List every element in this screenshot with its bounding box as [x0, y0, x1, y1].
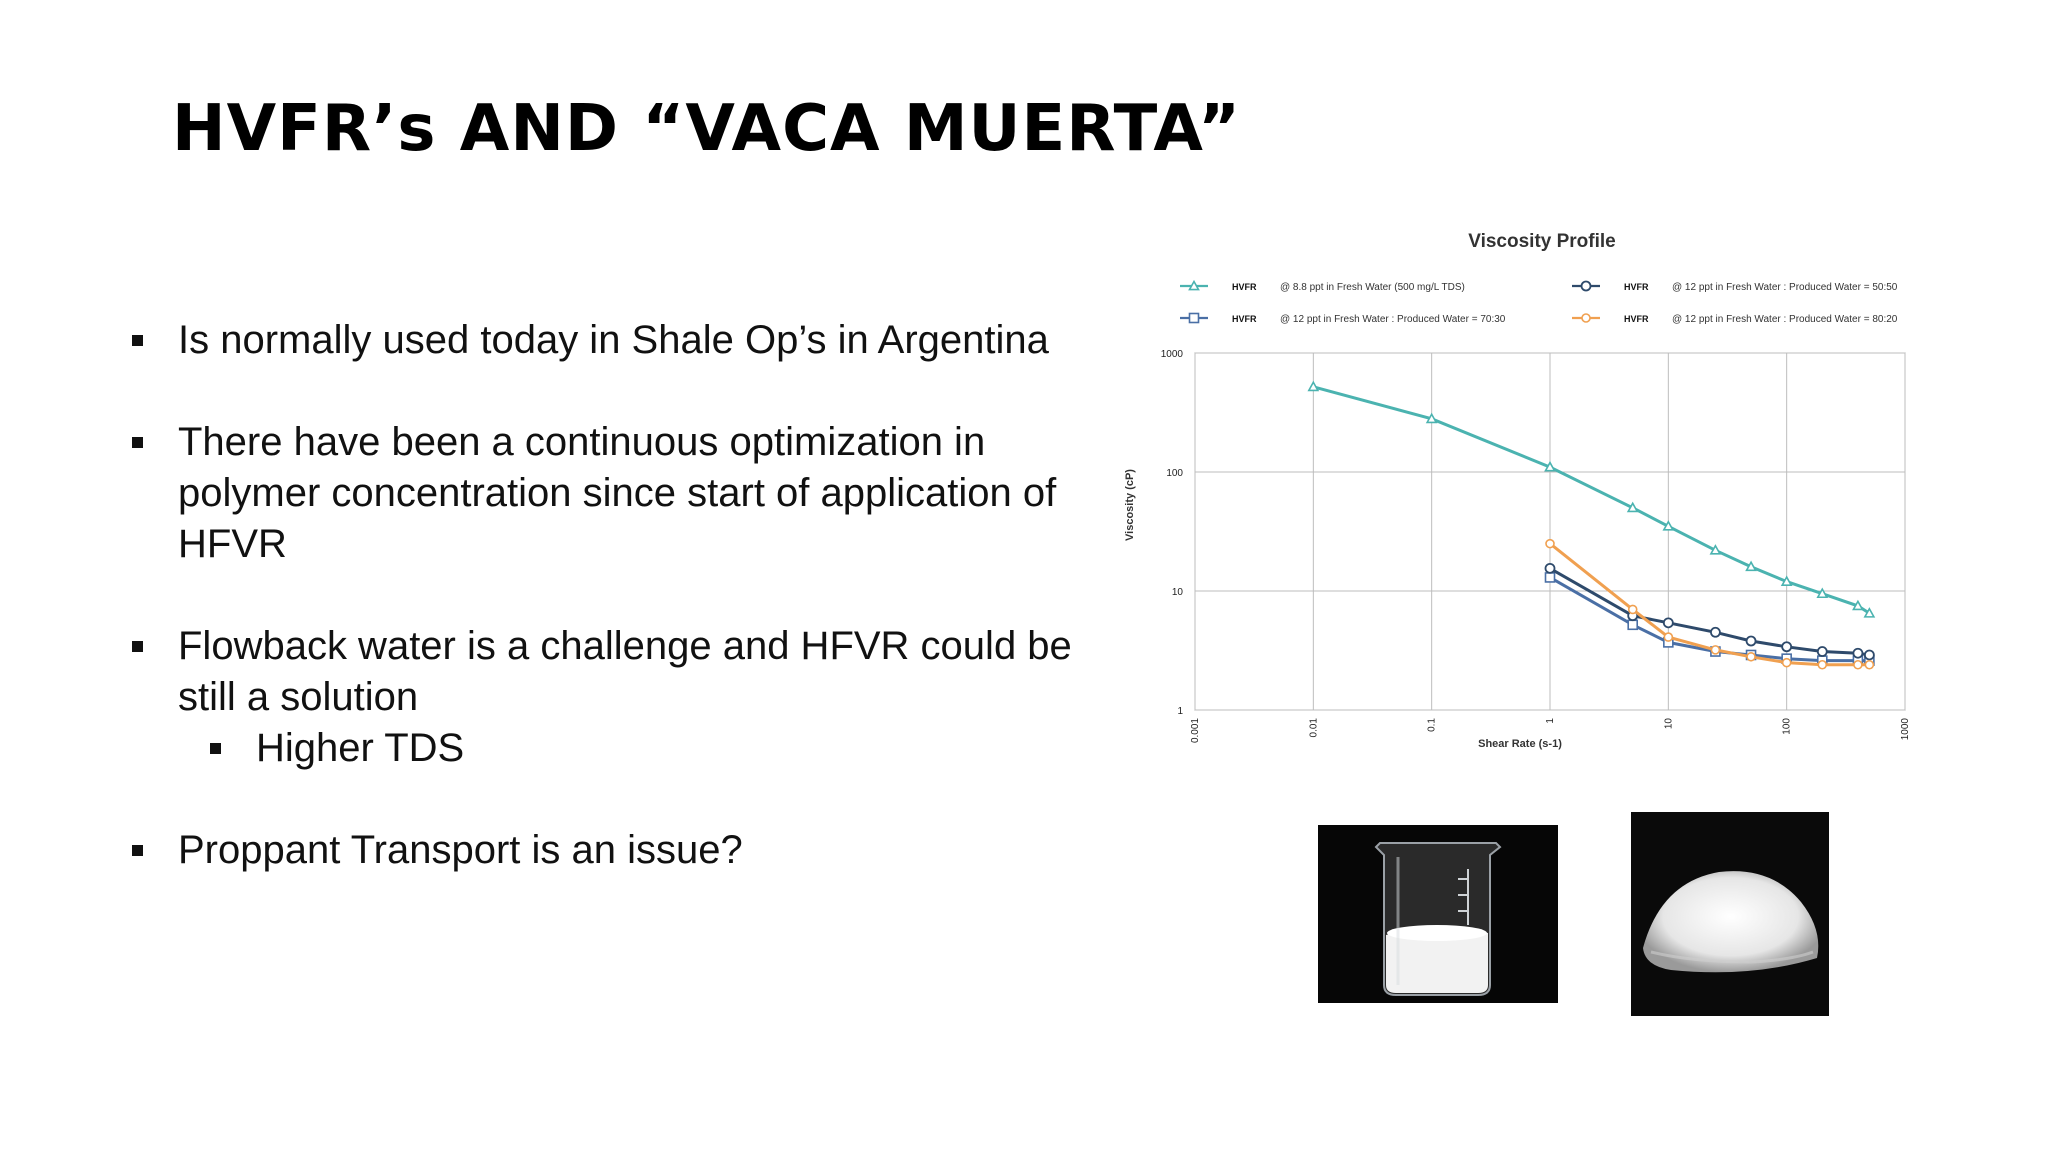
data-point: [1865, 661, 1873, 669]
data-point: [1546, 463, 1555, 471]
data-point: [1190, 314, 1199, 323]
viscosity-profile-chart: [1110, 220, 1970, 760]
chart-series: [1309, 382, 1874, 668]
bullet-list: [130, 315, 1090, 927]
bullet-item: [130, 315, 1090, 366]
data-point: [1854, 661, 1862, 669]
bullet-text: Proppant Transport is an issue?: [178, 828, 743, 872]
data-point: [1747, 653, 1755, 661]
bullet-text: There have been a continuous optimization in polymer concentration since start of application of HFVR: [178, 420, 1057, 566]
bullet-item: [130, 417, 1090, 570]
y-tick-label: 100: [1166, 468, 1183, 479]
data-point: [1629, 605, 1637, 613]
powder-pile-icon: [1631, 812, 1829, 1016]
chart-grid: [1195, 353, 1905, 710]
data-point: [1664, 522, 1673, 530]
bullet-square-icon: [132, 641, 143, 652]
x-tick-label: 0.01: [1308, 718, 1320, 738]
data-point: [1546, 540, 1554, 548]
data-point: [1582, 314, 1590, 322]
y-tick-label: 1: [1177, 706, 1183, 717]
slide-title: HVFR’s AND “VACA MUERTA”: [172, 92, 1242, 166]
data-point: [1711, 546, 1720, 554]
data-point: [1782, 642, 1791, 651]
data-point: [1818, 647, 1827, 656]
data-point: [1628, 620, 1637, 629]
x-tick-label: 10: [1663, 718, 1675, 730]
data-point: [1711, 628, 1720, 637]
beaker-photo: [1318, 825, 1558, 1003]
data-point: [1711, 646, 1719, 654]
x-tick-label: 100: [1781, 718, 1793, 735]
bullet-item: [130, 621, 1090, 774]
bullet-square-icon: [132, 335, 143, 346]
data-point: [1546, 564, 1555, 573]
data-point: [1818, 661, 1826, 669]
bullet-square-icon: [132, 845, 143, 856]
bullet-text: Is normally used today in Shale Op’s in Argentina: [178, 318, 1049, 362]
legend-label: @ 8.8 ppt in Fresh Water (500 mg/L TDS): [1280, 282, 1465, 293]
data-point: [1747, 637, 1756, 646]
legend-tag: HVFR: [1624, 282, 1649, 292]
legend-label: @ 12 ppt in Fresh Water : Produced Water = 70:30: [1280, 314, 1506, 325]
bullet-text: Flowback water is a challenge and HFVR could be still a solution: [178, 624, 1072, 719]
x-tick-label: 0.001: [1190, 718, 1201, 744]
data-point: [1782, 577, 1791, 585]
data-point: [1190, 282, 1199, 290]
data-point: [1309, 382, 1318, 390]
sub-bullet-item: [130, 723, 1090, 774]
x-tick-label: 1: [1545, 718, 1556, 724]
legend-item: [1180, 282, 1465, 294]
powder-photo: [1631, 812, 1829, 1016]
data-point: [1664, 618, 1673, 627]
data-point: [1582, 282, 1591, 291]
data-point: [1818, 589, 1827, 597]
chart-ticks: [1161, 349, 1911, 743]
legend-tag: HVFR: [1624, 314, 1649, 324]
bullet-item: [130, 825, 1090, 876]
data-point: [1747, 562, 1756, 570]
y-axis-label: Viscosity (cP): [1124, 469, 1136, 541]
y-tick-label: 1000: [1160, 349, 1183, 360]
legend-item: [1572, 282, 1898, 294]
data-point: [1628, 503, 1637, 511]
x-tick-label: 0.1: [1426, 718, 1438, 732]
series-group: [1309, 382, 1874, 617]
data-point: [1546, 573, 1555, 582]
chart-legend: [1180, 282, 1898, 326]
chart-title: Viscosity Profile: [1468, 231, 1616, 252]
legend-label: @ 12 ppt in Fresh Water : Produced Water = 50:50: [1672, 282, 1898, 293]
data-point: [1664, 633, 1672, 641]
legend-label: @ 12 ppt in Fresh Water : Produced Water = 80:20: [1672, 314, 1898, 325]
beaker-icon: [1318, 825, 1558, 1003]
sub-bullet-text: Higher TDS: [256, 726, 465, 770]
legend-item: [1572, 314, 1898, 325]
x-tick-label: 1000: [1900, 718, 1911, 741]
y-tick-label: 10: [1171, 587, 1183, 598]
data-point: [1853, 601, 1862, 609]
x-axis-label: Shear Rate (s-1): [1478, 738, 1562, 750]
data-point: [1427, 414, 1436, 422]
bullet-square-icon: [210, 743, 221, 754]
data-point: [1783, 659, 1791, 667]
legend-tag: HVFR: [1232, 282, 1257, 292]
data-point: [1865, 650, 1874, 659]
legend-tag: HVFR: [1232, 314, 1257, 324]
bullet-square-icon: [132, 437, 143, 448]
legend-item: [1180, 314, 1506, 326]
data-point: [1853, 649, 1862, 658]
